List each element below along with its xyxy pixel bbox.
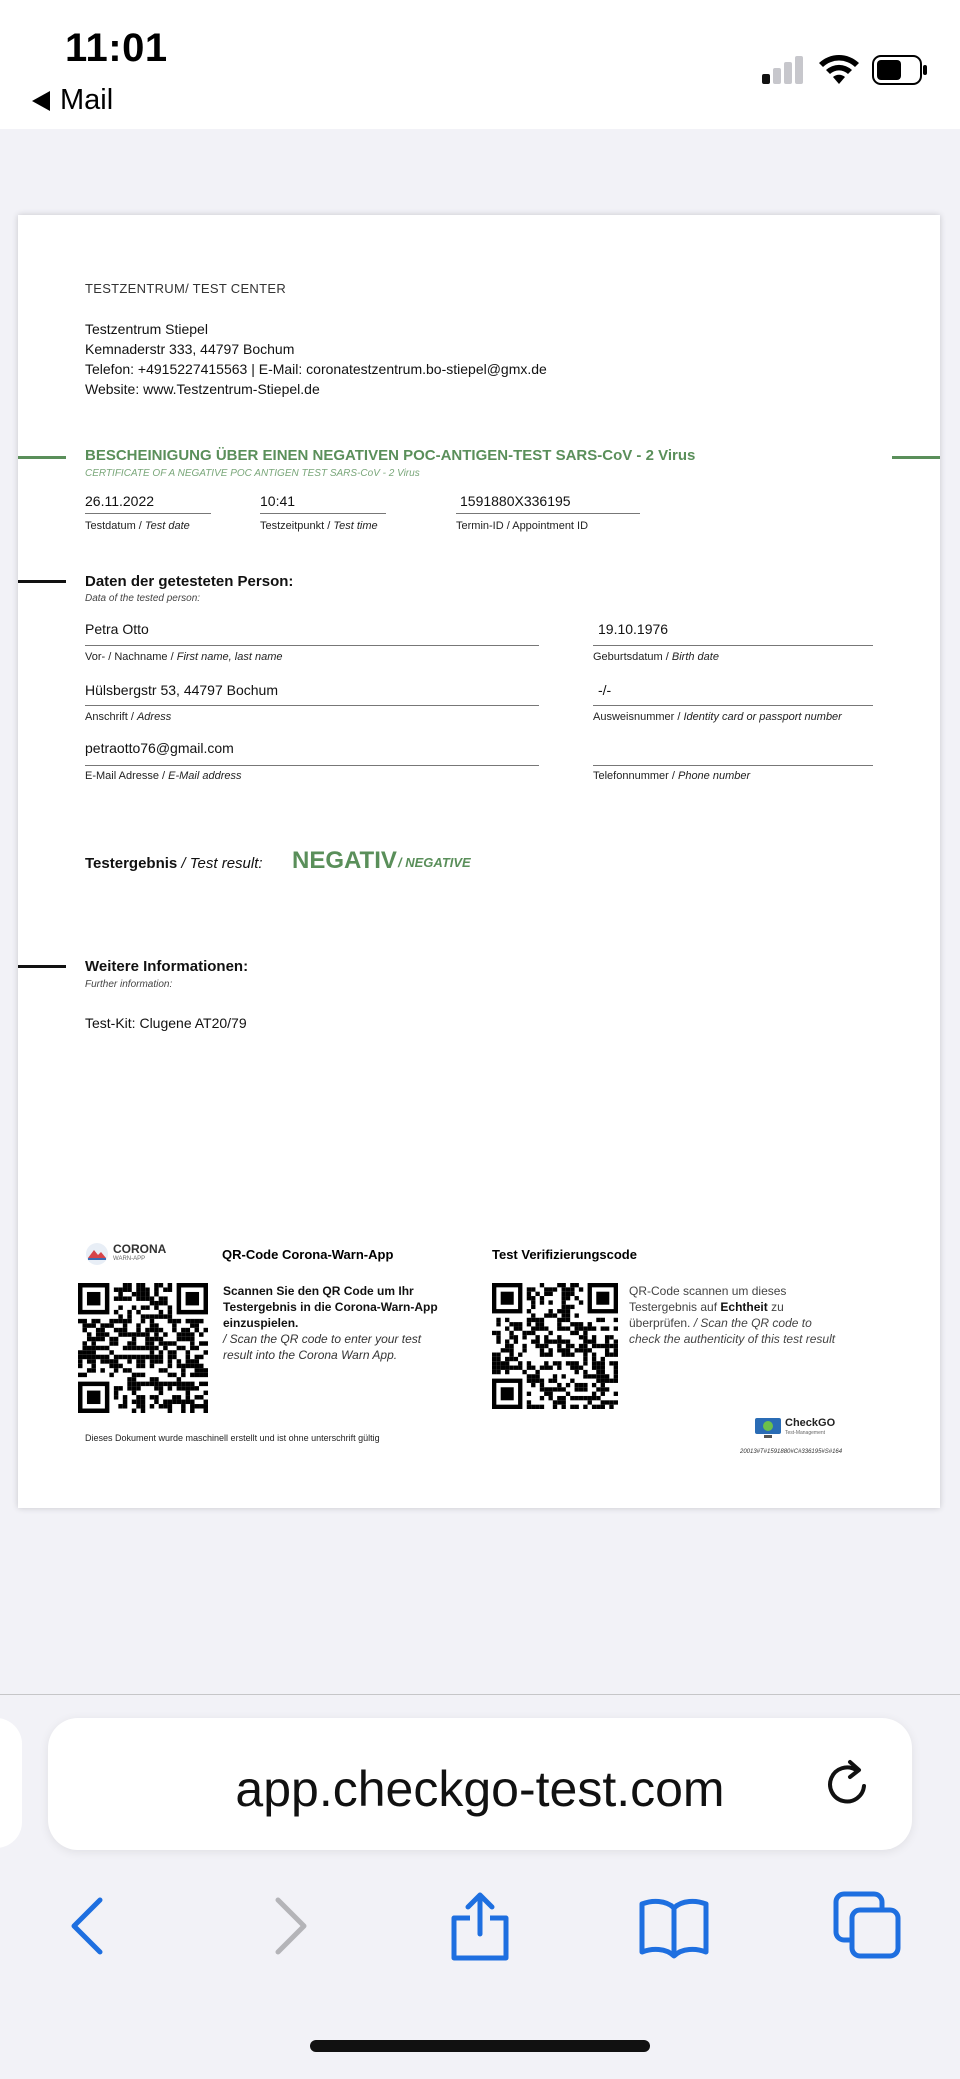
divider — [85, 513, 211, 514]
checkgo-logo-text: CheckGO — [785, 1417, 836, 1429]
center-heading: TESTZENTRUM/ TEST CENTER — [85, 281, 287, 296]
cellular-signal-icon — [762, 56, 804, 84]
address-label — [85, 711, 171, 723]
label-en: First name, last name — [176, 651, 283, 663]
email-label — [85, 770, 242, 782]
further-info-heading: Weitere Informationen: — [85, 958, 249, 975]
section-marker — [18, 965, 66, 968]
label-en: Test time — [333, 520, 378, 532]
text-en: / Scan the QR code to check the authenticity of this test result — [629, 1316, 836, 1346]
label-de: Geburtsdatum / — [593, 651, 672, 663]
appointment-id-value: 1591880X336195 — [460, 493, 571, 509]
person-subheading: Data of the tested person: — [85, 593, 201, 604]
person-heading: Daten der getesteten Person: — [85, 573, 294, 590]
bold-text: Echtheit — [720, 1300, 768, 1314]
divider — [85, 705, 539, 706]
label-de: Telefonnummer / — [593, 770, 678, 782]
footer-note: Dieses Dokument wurde maschinell erstellt und ist ohne unterschrift gültig — [85, 1433, 380, 1443]
certificate-title: BESCHEINIGUNG ÜBER EINEN NEGATIVEN POC-ANTIGEN-TEST SARS-CoV - 2 Virus — [85, 447, 696, 464]
verify-qr-title: Test Verifizierungscode — [492, 1247, 637, 1262]
address-bar[interactable] — [48, 1718, 912, 1850]
bookmarks-button[interactable] — [638, 1890, 710, 1962]
divider — [260, 513, 386, 514]
label-de: E-Mail Adresse / — [85, 770, 169, 782]
corona-logo-sub: WARN-APP — [113, 1256, 146, 1262]
test-result-value: NEGATIV — [292, 847, 397, 874]
test-result-value-en: / NEGATIVE — [398, 855, 471, 870]
label-en: / Test result: — [177, 855, 263, 872]
label-de: Testzeitpunkt / — [260, 520, 334, 532]
verify-qr-code[interactable] — [492, 1283, 618, 1409]
phone-label — [593, 770, 750, 782]
status-bar — [0, 0, 960, 129]
checkgo-monitor-icon — [754, 1417, 782, 1439]
label-de: Testdatum / — [85, 520, 145, 532]
label-de: Anschrift / — [85, 711, 137, 723]
divider — [593, 765, 873, 766]
divider — [85, 765, 539, 766]
label-de: Vor- / Nachname / — [85, 651, 177, 663]
corona-logo-text: CORONA — [113, 1242, 167, 1256]
center-contact: Telefon: +4915227415563 | E-Mail: coronatestzentrum.bo-stiepel@gmx.de — [85, 361, 547, 377]
divider — [593, 645, 873, 646]
cwa-qr-code[interactable] — [78, 1283, 208, 1413]
reload-button[interactable] — [820, 1756, 876, 1812]
section-marker — [18, 456, 66, 459]
divider — [456, 513, 640, 514]
center-website: Website: www.Testzentrum-Stiepel.de — [85, 381, 320, 397]
label-en: E-Mail address — [168, 770, 242, 782]
test-date-label — [85, 520, 190, 532]
tracking-code: 20013#T#1591880#C#336195#S#164 — [740, 1449, 843, 1455]
center-name: Testzentrum Stiepel — [85, 321, 208, 337]
previous-tab-preview[interactable] — [0, 1718, 22, 1848]
forward-button[interactable] — [252, 1890, 324, 1962]
section-marker — [892, 456, 940, 459]
label-en: Adress — [136, 711, 172, 723]
url-text: app.checkgo-test.com — [235, 1761, 725, 1817]
cwa-qr-instructions: Scannen Sie den QR Code um Ihr Testergebnis in die Corona-Warn-App einzuspielen. — [223, 1284, 438, 1330]
checkgo-logo — [754, 1417, 835, 1439]
certificate-document — [18, 215, 940, 1508]
test-time-label — [260, 520, 378, 532]
battery-icon — [872, 55, 928, 85]
tabs-button[interactable] — [832, 1890, 904, 1962]
divider — [85, 645, 539, 646]
center-street: Kemnaderstr 333, 44797 Bochum — [85, 341, 295, 357]
home-indicator — [310, 2040, 650, 2052]
wifi-icon — [818, 52, 860, 86]
id-number-value: -/- — [598, 682, 612, 698]
text: zu überprüfen. — [629, 1300, 784, 1330]
address-value: Hülsbergstr 53, 44797 Bochum — [85, 682, 278, 698]
section-marker — [18, 580, 66, 583]
certificate-subtitle: CERTIFICATE OF A NEGATIVE POC ANTIGEN TEST SARS-CoV - 2 Virus — [85, 468, 420, 479]
text: QR-Code scannen um dieses Testergebnis auf — [629, 1284, 787, 1314]
corona-logo-icon — [85, 1242, 109, 1266]
label-en: Identity card or passport number — [683, 711, 842, 723]
birth-date-value: 19.10.1976 — [598, 621, 669, 637]
corona-warn-app-logo — [85, 1242, 166, 1266]
label-en: Phone number — [677, 770, 751, 782]
checkgo-logo-sub: Test-Management — [785, 1430, 826, 1436]
label-en: Test date — [144, 520, 190, 532]
verify-qr-instructions — [629, 1283, 839, 1347]
email-value: petraotto76@gmail.com — [85, 740, 234, 756]
appointment-id-label: Termin-ID / Appointment ID — [456, 520, 589, 532]
further-info-subheading: Further information: — [85, 979, 173, 990]
test-time-value: 10:41 — [260, 493, 296, 509]
test-date-value: 26.11.2022 — [85, 493, 155, 509]
test-result-label — [85, 855, 263, 872]
label-de: Testergebnis — [85, 855, 178, 872]
label-de: Ausweisnummer / — [593, 711, 684, 723]
test-kit: Test-Kit: Clugene AT20/79 — [85, 1015, 247, 1031]
label-en: Birth date — [671, 651, 719, 663]
clock: 11:01 — [65, 26, 168, 70]
divider — [593, 705, 873, 706]
share-button[interactable] — [444, 1890, 516, 1962]
back-arrow-icon — [32, 91, 50, 111]
birth-date-label — [593, 651, 719, 663]
back-button[interactable] — [54, 1890, 126, 1962]
back-label: Mail — [60, 84, 114, 116]
name-value: Petra Otto — [85, 621, 149, 637]
name-label — [85, 651, 282, 663]
back-to-mail-button[interactable] — [32, 84, 113, 117]
id-number-label — [593, 711, 842, 723]
cwa-qr-instructions-en: / Scan the QR code to enter your test result into the Corona Warn App. — [223, 1332, 422, 1362]
cwa-qr-title: QR-Code Corona-Warn-App — [222, 1247, 394, 1262]
